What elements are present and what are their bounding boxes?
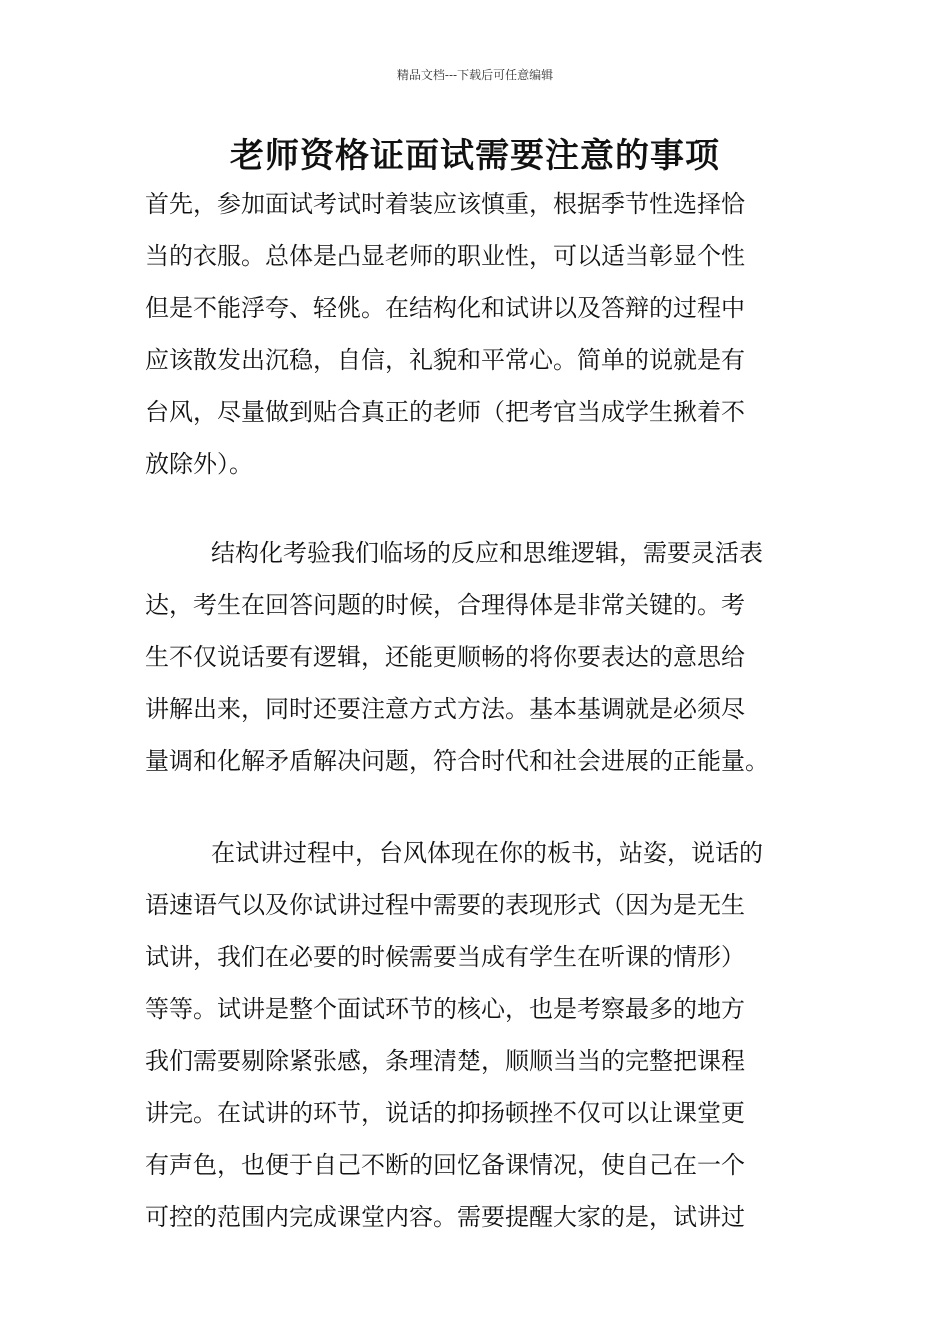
body-line: 可控的范围内完成课堂内容。需要提醒大家的是，试讲过: [145, 1203, 745, 1231]
body-line: 语速语气以及你试讲过程中需要的表现形式（因为是无生: [145, 891, 745, 919]
body-line: 但是不能浮夸、轻佻。在结构化和试讲以及答辩的过程中: [145, 294, 745, 322]
body-line: 首先，参加面试考试时着装应该慎重，根据季节性选择恰: [145, 190, 745, 218]
body-line: 应该散发出沉稳，自信，礼貌和平常心。简单的说就是有: [145, 346, 745, 374]
body-line: 在试讲过程中，台风体现在你的板书，站姿，说话的: [211, 839, 763, 867]
body-line: 当的衣服。总体是凸显老师的职业性，可以适当彰显个性: [145, 242, 745, 270]
document-title: 老师资格证面试需要注意的事项: [230, 136, 720, 176]
body-line: 等等。试讲是整个面试环节的核心，也是考察最多的地方: [145, 995, 745, 1023]
body-line: 生不仅说话要有逻辑，还能更顺畅的将你要表达的意思给: [145, 643, 745, 671]
body-line: 量调和化解矛盾解决问题，符合时代和社会进展的正能量。: [145, 747, 769, 775]
body-line: 我们需要剔除紧张感，条理清楚，顺顺当当的完整把课程: [145, 1047, 745, 1075]
body-line: 讲完。在试讲的环节，说话的抑扬顿挫不仅可以让课堂更: [145, 1099, 745, 1127]
body-line: 达，考生在回答问题的时候，合理得体是非常关键的。考: [145, 591, 745, 619]
body-line: 结构化考验我们临场的反应和思维逻辑，需要灵活表: [211, 539, 763, 567]
body-line: 试讲，我们在必要的时候需要当成有学生在听课的情形）: [145, 943, 745, 971]
page-header: 精品文档---下载后可任意编辑: [396, 68, 554, 82]
body-line: 台风，尽量做到贴合真正的老师（把考官当成学生揪着不: [145, 398, 745, 426]
body-line: 放除外）。: [145, 450, 253, 478]
body-line: 讲解出来，同时还要注意方式方法。基本基调就是必须尽: [145, 695, 745, 723]
body-line: 有声色，也便于自己不断的回忆备课情况，使自己在一个: [145, 1151, 745, 1179]
